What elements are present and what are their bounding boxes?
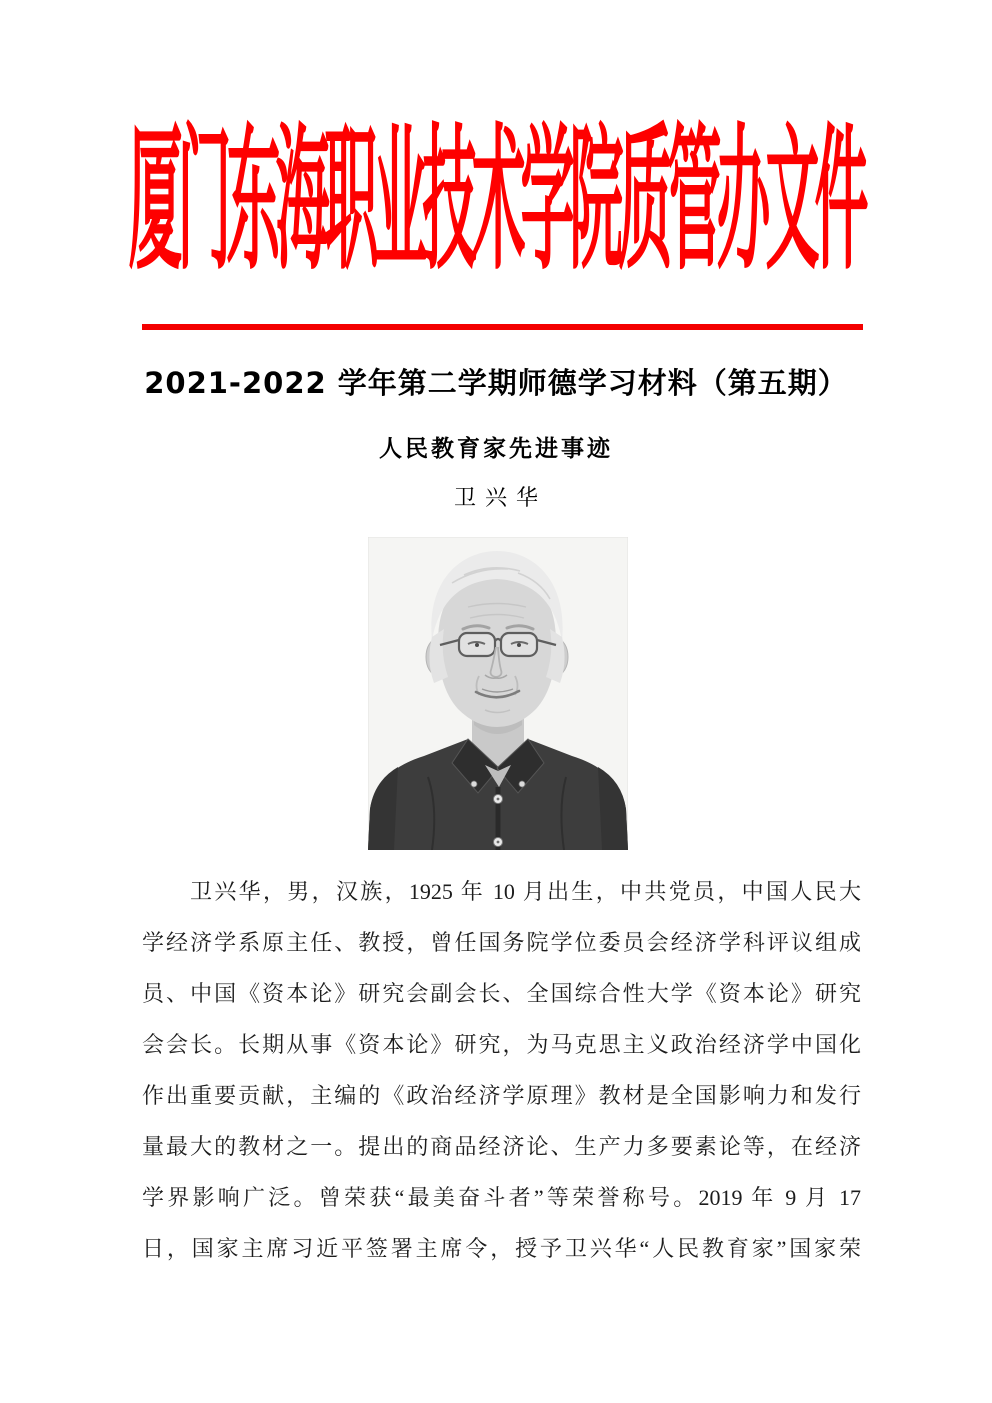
collar-button (519, 781, 525, 787)
document-title: 2021-2022 学年第二学期师德学习材料（第五期） (144, 366, 848, 400)
face (438, 573, 556, 727)
letterhead-title-wrap (0, 106, 992, 292)
document-content (0, 366, 992, 1274)
portrait-photo (368, 537, 628, 850)
paragraph-line: 学界影响广泛。曾荣获“最美奋斗者”等荣誉称号。2019 年 9 月 17 (142, 1185, 861, 1210)
person-name: 卫兴华 (453, 486, 547, 511)
paragraph-line: 日，国家主席习近平签署主席令，授予卫兴华“人民教育家”国家荣 (142, 1236, 861, 1261)
paragraph (142, 866, 861, 1274)
paragraph-line: 量最大的教材之一。提出的商品经济论、生产力多要素论等，在经济 (142, 1134, 861, 1159)
paragraph-line: 学经济学系原主任、教授，曾任国务院学位委员会经济学科评议组成 (142, 930, 861, 955)
letterhead (0, 106, 992, 330)
paragraph-line: 员、中国《资本论》研究会副会长、全国综合性大学《资本论》研究 (142, 981, 861, 1006)
portrait-photo-illustration (368, 537, 628, 850)
paragraph-line: 作出重要贡献，主编的《政治经济学原理》教材是全国影响力和发行 (142, 1083, 861, 1108)
collar-button (471, 781, 477, 787)
paragraph-line: 卫兴华，男，汉族，1925 年 10 月出生，中共党员，中国人民大 (190, 879, 861, 904)
section-title: 人民教育家先进事迹 (379, 436, 613, 462)
paragraph-line: 会会长。长期从事《资本论》研究，为马克思主义政治经济学中国化 (142, 1032, 861, 1057)
letterhead-rule (142, 324, 863, 330)
letterhead-title: 厦门东海职业技术学院质管办文件 (128, 106, 864, 292)
